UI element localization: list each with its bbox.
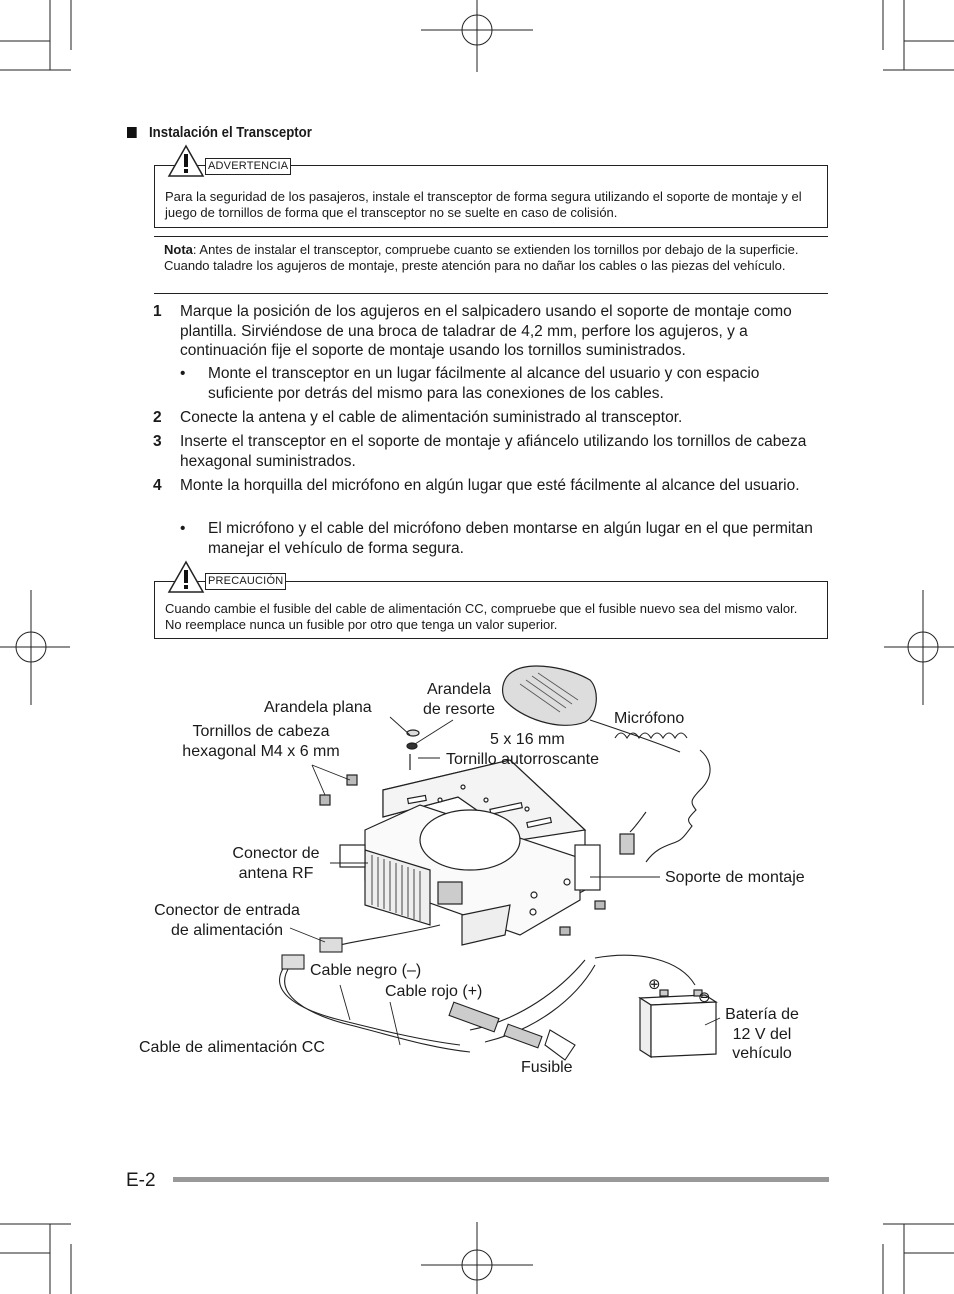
step-number: 1 xyxy=(153,303,162,320)
label-bateria xyxy=(716,1005,808,1064)
caution-tag: PRECAUCIÓN xyxy=(205,573,286,590)
page-number: E-2 xyxy=(126,1170,156,1191)
label-conector-entrada xyxy=(143,901,311,940)
step-text: Monte la horquilla del micrófono en algún lugar que esté fácilmente al alcance del usuario. xyxy=(180,477,800,494)
label-conector-rf-line2: antena RF xyxy=(238,864,314,882)
microphone-icon xyxy=(503,666,597,725)
warning-tag: ADVERTENCIA xyxy=(205,158,291,175)
label-arandela-resorte xyxy=(416,680,502,719)
step-number: 2 xyxy=(153,409,162,426)
step-number: 3 xyxy=(153,433,162,450)
step-text: Inserte el transceptor en el soporte de montaje y afiáncelo utilizando los tornillos de cabeza hexagonal suministrados. xyxy=(180,433,807,470)
battery-plus-icon: ⊕ xyxy=(648,976,661,993)
warning-text: Para la seguridad de los pasajeros, instale el transceptor de forma segura utilizando el soporte de montaje y el juego de tornillos de forma que el transceptor no se suelte en caso de colisión. xyxy=(165,189,802,220)
bullet-dot: • xyxy=(180,520,186,537)
label-conector-rf xyxy=(222,844,330,883)
caution-text: Cuando cambie el fusible del cable de alimentación CC, compruebe que el fusible nuevo sea del mismo valor. No reemplace nunca un fusible por otro que tenga un valor superior. xyxy=(165,601,798,632)
section-title: Instalación el Transceptor xyxy=(149,124,312,141)
hex-screw-icon xyxy=(320,775,357,805)
label-arandela-plana: Arandela plana xyxy=(264,699,372,716)
battery-minus-icon: ⊖ xyxy=(698,989,711,1006)
label-cable-cc: Cable de alimentación CC xyxy=(139,1039,325,1056)
bullet-dot: • xyxy=(180,365,186,382)
label-conector-entrada-line1: Conector de entrada xyxy=(154,902,300,919)
coiled-cord-icon xyxy=(590,720,710,862)
washer-icon xyxy=(407,730,419,770)
label-cable-rojo: Cable rojo (+) xyxy=(385,983,483,1000)
label-tornillo-autorroscante: Tornillo autorroscante xyxy=(446,751,599,768)
label-tornillos-line1: Tornillos de cabeza xyxy=(192,723,330,740)
step-number: 4 xyxy=(153,477,162,494)
label-arandela-resorte-line2: de resorte xyxy=(422,700,496,718)
label-bateria-line3: vehículo xyxy=(732,1045,792,1062)
note-label: Nota xyxy=(164,242,193,257)
step-text: Marque la posición de los agujeros en el salpicadero usando el soporte de montaje como plantilla. Sirviéndose de una broca de taladrar de 4,2 mm, perfore los agujeros, y a continuación fije el soporte de montaje usando los tornillos suministrados. xyxy=(180,303,792,359)
label-conector-entrada-line2: de alimentación xyxy=(170,921,284,939)
label-tornillos-line2: hexagonal M4 x 6 mm xyxy=(182,742,340,760)
label-fusible: Fusible xyxy=(521,1059,573,1076)
label-tornillo-size: 5 x 16 mm xyxy=(490,731,565,748)
label-microfono: Micrófono xyxy=(614,710,685,727)
label-bateria-line2: 12 V del xyxy=(732,1025,792,1043)
label-soporte: Soporte de montaje xyxy=(665,869,805,886)
note-body: : Antes de instalar el transceptor, compruebe cuanto se extienden los tornillos por debajo de la superficie. Cuando taladre los agujeros de montaje, preste atención para no dañar los cables o las piezas del vehículo. xyxy=(164,242,799,273)
label-bateria-line1: Batería de xyxy=(725,1006,799,1023)
footer-rule xyxy=(173,1177,829,1182)
bullet-text: El micrófono y el cable del micrófono deben montarse en algún lugar en el que permitan manejar el vehículo de forma segura. xyxy=(208,520,813,557)
label-cable-negro: Cable negro (–) xyxy=(310,962,422,979)
mic-plug-icon xyxy=(620,834,634,854)
label-arandela-resorte-line1: Arandela xyxy=(426,681,492,698)
bullet-text: Monte el transceptor en un lugar fácilmente al alcance del usuario y con espacio suficiente por detrás del mismo para las conexiones de los cables. xyxy=(208,365,760,402)
label-tornillos-hex xyxy=(170,722,352,761)
label-conector-rf-line1: Conector de xyxy=(232,845,320,862)
step-text: Conecte la antena y el cable de alimentación suministrado al transceptor. xyxy=(180,409,683,426)
